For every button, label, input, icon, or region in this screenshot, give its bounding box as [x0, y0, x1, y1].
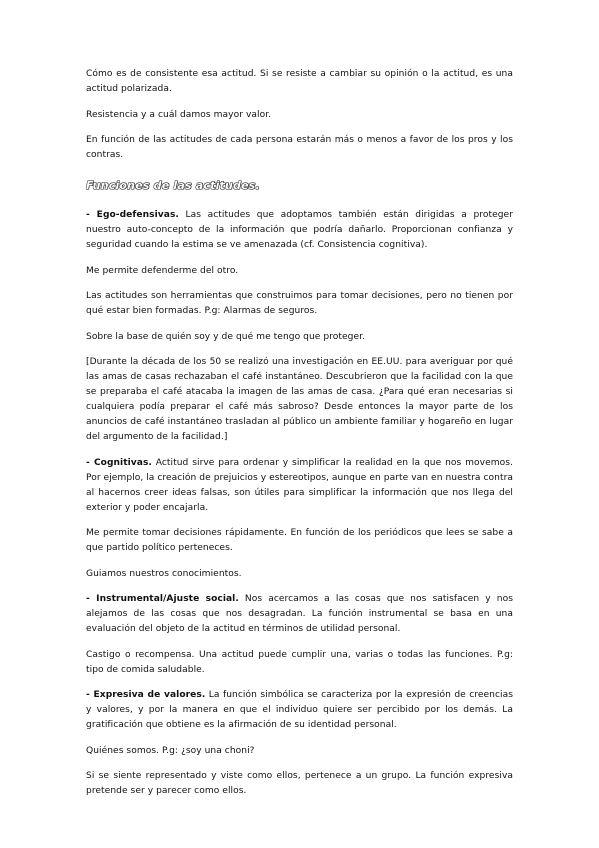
ego-defensive-paragraph — [86, 208, 513, 253]
instrumental-note-1: Castigo o recompensa. Una actitud puede cumplir una, varias o todas las funciones. P.g: tipo de comida saludable. — [86, 649, 513, 675]
cognitive-paragraph — [86, 456, 513, 516]
section-title: Funciones de las actitudes. — [86, 179, 260, 192]
ego-note-2: Las actitudes son herramientas que construimos para tomar decisiones, pero no tienen por qué estar bien formadas. P.g: Alarmas de seguros. — [86, 291, 513, 316]
ego-defensive-text: Las actitudes que adoptamos también están dirigidas a proteger nuestro auto-concepto de la información que podría dañarlo. Proporcionan confianza y seguridad cuando la estima se ve amenazada (cf. Consistencia cognitiva). — [86, 210, 513, 250]
instrumental-paragraph — [86, 592, 513, 637]
intro-paragraph-1: Cómo es de consistente esa actitud. Si se resiste a cambiar su opinión o la actitud, es una actitud polarizada. — [86, 69, 513, 94]
ego-defensive-label: - Ego-defensivas. — [86, 210, 179, 220]
ego-note-1: Me permite defenderme del otro. — [86, 265, 239, 276]
expressive-label: - Expresiva de valores. — [86, 690, 206, 700]
expressive-note-1: Quiénes somos. P.g: ¿soy una choni? — [86, 745, 255, 756]
intro-paragraph-3: En función de las actitudes de cada persona estarán más o menos a favor de los pros y los contras. — [86, 135, 513, 160]
ego-note-3: Sobre la base de quién soy y de qué me tengo que proteger. — [86, 331, 365, 342]
ego-note-4: [Durante la década de los 50 se realizó una investigación en EE.UU. para averiguar por qué las amas de casas rechazaban el café instantáneo. Descubrieron que la facilidad con la que se preparaba el café atacaba la imagen de las amas de casa. ¿Para qué eran necesarias si cualquiera podía preparar el café más sabroso? Desde entonces la mayor parte de los anuncios de café instantáneo trasladan al público un ambiente familiar y hogareño en lugar del argumento de la facilidad.] — [86, 357, 513, 442]
cognitive-note-1: Me permite tomar decisiones rápidamente. En función de los periódicos que lees se sabe a que partido político perteneces. — [86, 528, 513, 553]
instrumental-text: Nos acercamos a las cosas que nos satisfacen y nos alejamos de las cosas que nos desagradan. La función instrumental se basa en una evaluación del objeto de la actitud en términos de utilidad personal. — [86, 594, 514, 634]
cognitive-text: Actitud sirve para ordenar y simplificar la realidad en la que nos movemos. Por ejemplo, la creación de prejuicios y estereotipos, aunque en parte van en nuestra contra al hacernos creer ideas falsas, son útiles para simplificar la información que nos llega del exterior y poder encajarla. — [86, 457, 513, 513]
expressive-note-2: Si se siente representado y viste como ellos, pertenece a un grupo. La función expresiva pretende ser y parecer como ellos. — [86, 771, 513, 796]
expressive-paragraph — [86, 688, 513, 733]
cognitive-label: - Cognitivas. — [86, 457, 152, 468]
intro-paragraph-2: Resistencia y a cuál damos mayor valor. — [86, 109, 272, 120]
cognitive-note-2: Guiamos nuestros conocimientos. — [86, 568, 242, 579]
expressive-text: La función simbólica se caracteriza por la expresión de creencias y valores, y por la manera en que el individuo quiere ser percibido por los demás. La gratificación que obtiene es la afirmación de su identidad personal. — [86, 690, 513, 730]
instrumental-label: - Instrumental/Ajuste social. — [86, 594, 239, 604]
